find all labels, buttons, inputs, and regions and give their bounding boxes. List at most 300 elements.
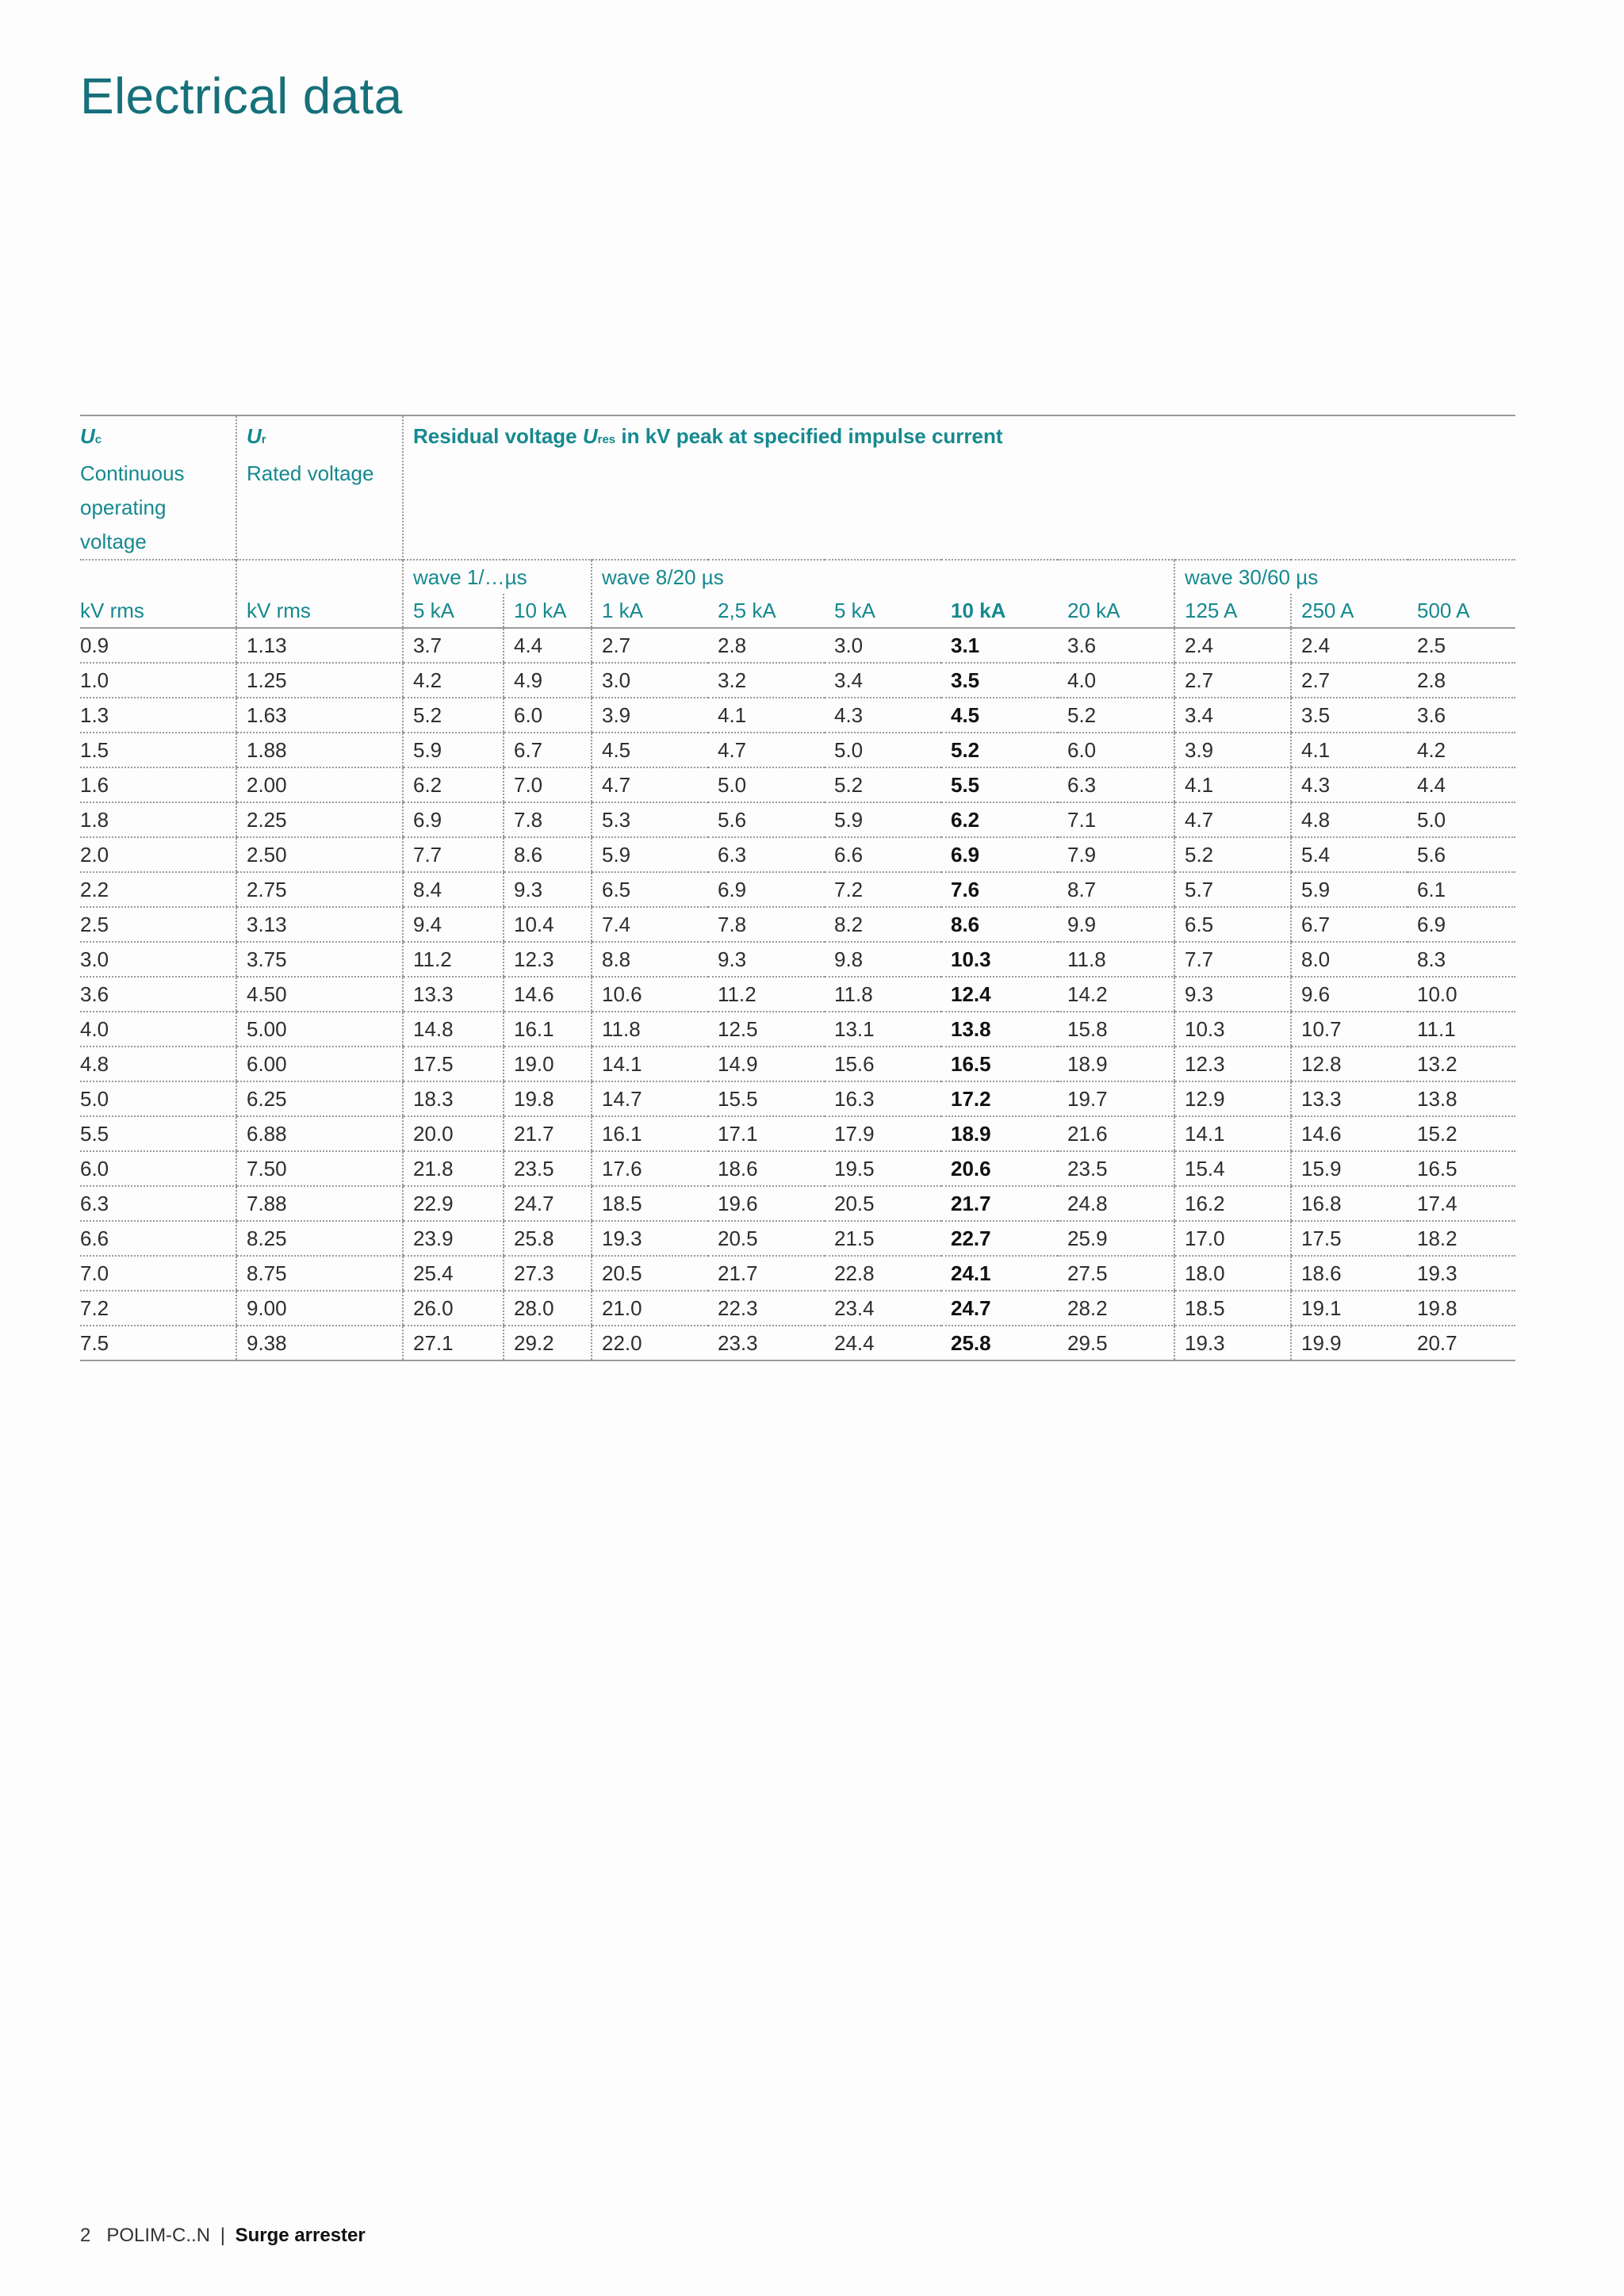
ur-value-cell: 6.88: [236, 1116, 403, 1151]
residual-value-cell: 22.0: [592, 1326, 708, 1360]
residual-value-cell: 6.7: [504, 733, 592, 767]
residual-value-cell: 19.1: [1291, 1291, 1408, 1326]
residual-value-cell: 16.5: [941, 1047, 1058, 1081]
table-row: [80, 698, 1515, 733]
residual-value-cell: 3.1: [941, 628, 1058, 663]
residual-value-cell: 23.5: [504, 1151, 592, 1186]
table-row: [80, 977, 1515, 1012]
residual-value-cell: 24.7: [941, 1291, 1058, 1326]
residual-value-cell: 8.3: [1408, 942, 1515, 977]
residual-value-cell: 8.8: [592, 942, 708, 977]
page-title: Electrical data: [80, 67, 403, 124]
residual-value-cell: 6.0: [504, 698, 592, 733]
residual-value-cell: 22.7: [941, 1221, 1058, 1256]
residual-value-cell: 15.9: [1291, 1151, 1408, 1186]
residual-value-cell: 16.1: [504, 1012, 592, 1047]
residual-value-cell: 3.9: [1174, 733, 1291, 767]
residual-value-cell: 17.2: [941, 1081, 1058, 1116]
uc-value-cell: 7.5: [80, 1326, 236, 1360]
residual-value-cell: 13.3: [403, 977, 504, 1012]
residual-value-cell: 4.7: [1174, 802, 1291, 837]
table-row: [80, 1081, 1515, 1116]
residual-value-cell: 17.5: [403, 1047, 504, 1081]
residual-value-cell: 16.3: [825, 1081, 941, 1116]
residual-value-cell: 18.5: [592, 1186, 708, 1221]
residual-value-cell: 6.9: [403, 802, 504, 837]
residual-value-cell: 23.5: [1058, 1151, 1174, 1186]
residual-value-cell: 6.2: [941, 802, 1058, 837]
ur-symbol: Ur: [247, 424, 266, 448]
residual-value-cell: 3.0: [825, 628, 941, 663]
section-name: Surge arrester: [235, 2225, 366, 2246]
residual-value-cell: 14.2: [1058, 977, 1174, 1012]
residual-value-cell: 14.7: [592, 1081, 708, 1116]
ur-header: [236, 415, 403, 560]
residual-value-cell: 9.4: [403, 907, 504, 942]
residual-value-cell: 2.7: [1291, 663, 1408, 698]
ur-value-cell: 6.25: [236, 1081, 403, 1116]
residual-value-cell: 12.9: [1174, 1081, 1291, 1116]
residual-value-cell: 10.4: [504, 907, 592, 942]
residual-value-cell: 27.3: [504, 1256, 592, 1291]
residual-value-cell: 4.1: [1174, 767, 1291, 802]
table-row: [80, 872, 1515, 907]
residual-value-cell: 19.8: [504, 1081, 592, 1116]
residual-value-cell: 6.5: [592, 872, 708, 907]
uc-value-cell: 4.8: [80, 1047, 236, 1081]
residual-value-cell: 17.1: [708, 1116, 825, 1151]
residual-value-cell: 24.1: [941, 1256, 1058, 1291]
residual-value-cell: 9.3: [504, 872, 592, 907]
ur-value-cell: 2.50: [236, 837, 403, 872]
table-row: [80, 767, 1515, 802]
residual-value-cell: 4.5: [941, 698, 1058, 733]
residual-value-cell: 5.3: [592, 802, 708, 837]
residual-value-cell: 4.9: [504, 663, 592, 698]
residual-value-cell: 4.3: [825, 698, 941, 733]
residual-value-cell: 29.5: [1058, 1326, 1174, 1360]
table-row: [80, 1291, 1515, 1326]
residual-value-cell: 18.9: [1058, 1047, 1174, 1081]
residual-value-cell: 4.7: [592, 767, 708, 802]
residual-value-cell: 3.4: [825, 663, 941, 698]
uc-desc-line-3: voltage: [80, 530, 147, 553]
residual-value-cell: 16.2: [1174, 1186, 1291, 1221]
wave-group-3: wave 30/60 µs: [1174, 560, 1515, 594]
residual-value-cell: 15.5: [708, 1081, 825, 1116]
residual-value-cell: 7.6: [941, 872, 1058, 907]
residual-voltage-title: Residual voltage Ures in kV peak at specified impulse current: [413, 424, 1003, 448]
residual-value-cell: 3.5: [941, 663, 1058, 698]
uc-symbol: Uc: [80, 424, 102, 448]
residual-value-cell: 19.3: [1408, 1256, 1515, 1291]
residual-value-cell: 12.4: [941, 977, 1058, 1012]
residual-value-cell: 28.0: [504, 1291, 592, 1326]
table-body: [80, 415, 1515, 1360]
page-footer: [80, 2225, 366, 2247]
residual-value-cell: 23.9: [403, 1221, 504, 1256]
table-row: [80, 733, 1515, 767]
ur-value-cell: 1.63: [236, 698, 403, 733]
residual-value-cell: 12.3: [1174, 1047, 1291, 1081]
ur-value-cell: 3.75: [236, 942, 403, 977]
residual-value-cell: 5.9: [825, 802, 941, 837]
residual-value-cell: 3.6: [1058, 628, 1174, 663]
residual-value-cell: 9.6: [1291, 977, 1408, 1012]
ur-desc: Rated voltage: [247, 461, 374, 485]
residual-value-cell: 8.0: [1291, 942, 1408, 977]
residual-value-cell: 6.2: [403, 767, 504, 802]
residual-value-cell: 7.9: [1058, 837, 1174, 872]
ur-value-cell: 6.00: [236, 1047, 403, 1081]
ur-value-cell: 9.38: [236, 1326, 403, 1360]
residual-value-cell: 17.9: [825, 1116, 941, 1151]
residual-value-cell: 15.2: [1408, 1116, 1515, 1151]
residual-value-cell: 9.3: [708, 942, 825, 977]
residual-value-cell: 18.2: [1408, 1221, 1515, 1256]
uc-value-cell: 1.3: [80, 698, 236, 733]
current-header: 250 A: [1291, 594, 1408, 628]
table-header-row-1: [80, 415, 1515, 560]
uc-value-cell: 1.8: [80, 802, 236, 837]
residual-value-cell: 7.8: [504, 802, 592, 837]
residual-value-cell: 18.6: [708, 1151, 825, 1186]
residual-value-cell: 22.8: [825, 1256, 941, 1291]
electrical-data-table: [80, 415, 1515, 1361]
residual-value-cell: 6.9: [708, 872, 825, 907]
residual-value-cell: 5.9: [1291, 872, 1408, 907]
residual-value-cell: 11.8: [592, 1012, 708, 1047]
residual-value-cell: 13.2: [1408, 1047, 1515, 1081]
uc-value-cell: 6.3: [80, 1186, 236, 1221]
residual-value-cell: 3.4: [1174, 698, 1291, 733]
table-row: [80, 837, 1515, 872]
residual-value-cell: 10.6: [592, 977, 708, 1012]
current-header: 5 kA: [403, 594, 504, 628]
residual-value-cell: 19.8: [1408, 1291, 1515, 1326]
residual-value-cell: 5.2: [825, 767, 941, 802]
residual-value-cell: 4.3: [1291, 767, 1408, 802]
ur-value-cell: 8.75: [236, 1256, 403, 1291]
residual-value-cell: 2.7: [1174, 663, 1291, 698]
current-header-highlighted: 10 kA: [941, 594, 1058, 628]
residual-value-cell: 19.0: [504, 1047, 592, 1081]
residual-value-cell: 7.2: [825, 872, 941, 907]
residual-value-cell: 2.5: [1408, 628, 1515, 663]
residual-value-cell: 3.5: [1291, 698, 1408, 733]
current-header: 2,5 kA: [708, 594, 825, 628]
residual-value-cell: 4.8: [1291, 802, 1408, 837]
residual-value-cell: 23.3: [708, 1326, 825, 1360]
residual-value-cell: 9.8: [825, 942, 941, 977]
residual-value-cell: 22.3: [708, 1291, 825, 1326]
residual-value-cell: 21.5: [825, 1221, 941, 1256]
residual-value-cell: 24.8: [1058, 1186, 1174, 1221]
residual-value-cell: 29.2: [504, 1326, 592, 1360]
residual-value-cell: 6.5: [1174, 907, 1291, 942]
residual-value-cell: 19.3: [1174, 1326, 1291, 1360]
residual-value-cell: 18.9: [941, 1116, 1058, 1151]
residual-value-cell: 6.3: [708, 837, 825, 872]
residual-value-cell: 3.9: [592, 698, 708, 733]
residual-value-cell: 7.1: [1058, 802, 1174, 837]
residual-value-cell: 19.7: [1058, 1081, 1174, 1116]
residual-value-cell: 21.8: [403, 1151, 504, 1186]
residual-value-cell: 2.4: [1291, 628, 1408, 663]
uc-value-cell: 2.5: [80, 907, 236, 942]
current-header: 10 kA: [504, 594, 592, 628]
residual-value-cell: 10.3: [1174, 1012, 1291, 1047]
residual-value-cell: 15.6: [825, 1047, 941, 1081]
residual-value-cell: 25.8: [941, 1326, 1058, 1360]
residual-value-cell: 18.3: [403, 1081, 504, 1116]
residual-value-cell: 17.6: [592, 1151, 708, 1186]
ur-value-cell: 5.00: [236, 1012, 403, 1047]
table-header-row-3: [80, 594, 1515, 628]
uc-value-cell: 2.0: [80, 837, 236, 872]
residual-value-cell: 16.1: [592, 1116, 708, 1151]
table-header-row-2: [80, 560, 1515, 594]
residual-value-cell: 10.0: [1408, 977, 1515, 1012]
page-number: 2: [80, 2225, 91, 2246]
residual-value-cell: 8.2: [825, 907, 941, 942]
residual-value-cell: 14.1: [592, 1047, 708, 1081]
unit-uc: kV rms: [80, 594, 236, 628]
table-row: [80, 802, 1515, 837]
residual-value-cell: 5.4: [1291, 837, 1408, 872]
residual-value-cell: 17.0: [1174, 1221, 1291, 1256]
residual-value-cell: 24.7: [504, 1186, 592, 1221]
residual-value-cell: 7.7: [1174, 942, 1291, 977]
residual-value-cell: 15.8: [1058, 1012, 1174, 1047]
uc-desc-line-1: Continuous: [80, 461, 185, 485]
residual-value-cell: 21.6: [1058, 1116, 1174, 1151]
residual-value-cell: 24.4: [825, 1326, 941, 1360]
uc-value-cell: 3.6: [80, 977, 236, 1012]
residual-value-cell: 20.5: [825, 1186, 941, 1221]
uc-value-cell: 6.6: [80, 1221, 236, 1256]
residual-value-cell: 11.2: [403, 942, 504, 977]
residual-value-cell: 21.0: [592, 1291, 708, 1326]
residual-value-cell: 8.7: [1058, 872, 1174, 907]
residual-value-cell: 20.5: [592, 1256, 708, 1291]
residual-value-cell: 26.0: [403, 1291, 504, 1326]
residual-value-cell: 5.9: [403, 733, 504, 767]
residual-value-cell: 6.9: [941, 837, 1058, 872]
residual-value-cell: 15.4: [1174, 1151, 1291, 1186]
residual-value-cell: 8.4: [403, 872, 504, 907]
residual-value-cell: 4.7: [708, 733, 825, 767]
current-header: 125 A: [1174, 594, 1291, 628]
residual-value-cell: 11.1: [1408, 1012, 1515, 1047]
residual-value-cell: 4.4: [1408, 767, 1515, 802]
residual-value-cell: 11.8: [825, 977, 941, 1012]
table-row: [80, 628, 1515, 663]
residual-value-cell: 13.1: [825, 1012, 941, 1047]
ur-value-cell: 7.50: [236, 1151, 403, 1186]
residual-value-cell: 27.5: [1058, 1256, 1174, 1291]
table-row: [80, 1047, 1515, 1081]
residual-value-cell: 6.9: [1408, 907, 1515, 942]
residual-value-cell: 5.2: [1058, 698, 1174, 733]
residual-value-cell: 25.8: [504, 1221, 592, 1256]
residual-value-cell: 3.7: [403, 628, 504, 663]
residual-value-cell: 7.0: [504, 767, 592, 802]
residual-value-cell: 6.6: [825, 837, 941, 872]
residual-value-cell: 8.6: [941, 907, 1058, 942]
table-row: [80, 1256, 1515, 1291]
residual-value-cell: 9.3: [1174, 977, 1291, 1012]
current-header: 1 kA: [592, 594, 708, 628]
residual-value-cell: 20.5: [708, 1221, 825, 1256]
residual-value-cell: 11.8: [1058, 942, 1174, 977]
residual-value-cell: 21.7: [941, 1186, 1058, 1221]
residual-value-cell: 2.4: [1174, 628, 1291, 663]
residual-value-cell: 18.6: [1291, 1256, 1408, 1291]
residual-value-cell: 5.2: [941, 733, 1058, 767]
uc-value-cell: 7.0: [80, 1256, 236, 1291]
ur-value-cell: 9.00: [236, 1291, 403, 1326]
residual-value-cell: 2.7: [592, 628, 708, 663]
current-header: 500 A: [1408, 594, 1515, 628]
residual-value-cell: 18.0: [1174, 1256, 1291, 1291]
residual-value-cell: 7.8: [708, 907, 825, 942]
residual-value-cell: 19.3: [592, 1221, 708, 1256]
uc-value-cell: 5.0: [80, 1081, 236, 1116]
residual-value-cell: 14.6: [504, 977, 592, 1012]
ur-value-cell: 2.75: [236, 872, 403, 907]
residual-value-cell: 23.4: [825, 1291, 941, 1326]
residual-value-cell: 5.6: [1408, 837, 1515, 872]
residual-value-cell: 5.0: [825, 733, 941, 767]
residual-value-cell: 22.9: [403, 1186, 504, 1221]
residual-value-cell: 5.0: [708, 767, 825, 802]
residual-value-cell: 2.8: [1408, 663, 1515, 698]
residual-value-cell: 14.8: [403, 1012, 504, 1047]
table-row: [80, 1116, 1515, 1151]
residual-value-cell: 10.7: [1291, 1012, 1408, 1047]
uc-header: [80, 415, 236, 560]
residual-value-cell: 3.0: [592, 663, 708, 698]
empty-cell: [236, 560, 403, 594]
residual-value-cell: 3.2: [708, 663, 825, 698]
uc-value-cell: 4.0: [80, 1012, 236, 1047]
table-row: [80, 663, 1515, 698]
residual-value-cell: 5.0: [1408, 802, 1515, 837]
ur-value-cell: 8.25: [236, 1221, 403, 1256]
wave-group-1: wave 1/…µs: [403, 560, 592, 594]
residual-value-cell: 3.6: [1408, 698, 1515, 733]
residual-value-cell: 25.4: [403, 1256, 504, 1291]
residual-value-cell: 12.8: [1291, 1047, 1408, 1081]
residual-value-cell: 6.1: [1408, 872, 1515, 907]
residual-value-cell: 17.5: [1291, 1221, 1408, 1256]
residual-value-cell: 10.3: [941, 942, 1058, 977]
residual-value-cell: 14.1: [1174, 1116, 1291, 1151]
residual-value-cell: 5.6: [708, 802, 825, 837]
uc-desc-line-2: operating: [80, 496, 167, 519]
residual-value-cell: 19.6: [708, 1186, 825, 1221]
table-row: [80, 1326, 1515, 1360]
uc-value-cell: 5.5: [80, 1116, 236, 1151]
ur-value-cell: 3.13: [236, 907, 403, 942]
table-row: [80, 942, 1515, 977]
footer-separator: |: [220, 2225, 225, 2246]
residual-value-cell: 2.8: [708, 628, 825, 663]
residual-value-cell: 28.2: [1058, 1291, 1174, 1326]
ur-value-cell: 2.25: [236, 802, 403, 837]
uc-value-cell: 1.6: [80, 767, 236, 802]
residual-value-cell: 18.5: [1174, 1291, 1291, 1326]
residual-voltage-header: [403, 415, 1515, 560]
current-header: 20 kA: [1058, 594, 1174, 628]
current-header: 5 kA: [825, 594, 941, 628]
ur-value-cell: 1.88: [236, 733, 403, 767]
uc-value-cell: 0.9: [80, 628, 236, 663]
residual-value-cell: 6.3: [1058, 767, 1174, 802]
unit-ur: kV rms: [236, 594, 403, 628]
residual-value-cell: 8.6: [504, 837, 592, 872]
residual-value-cell: 7.4: [592, 907, 708, 942]
residual-value-cell: 6.0: [1058, 733, 1174, 767]
ur-value-cell: 2.00: [236, 767, 403, 802]
residual-value-cell: 4.5: [592, 733, 708, 767]
residual-value-cell: 4.0: [1058, 663, 1174, 698]
ur-value-cell: 4.50: [236, 977, 403, 1012]
residual-value-cell: 12.5: [708, 1012, 825, 1047]
residual-value-cell: 13.8: [941, 1012, 1058, 1047]
residual-value-cell: 4.4: [504, 628, 592, 663]
residual-value-cell: 7.7: [403, 837, 504, 872]
product-name: POLIM-C..N: [106, 2225, 211, 2246]
residual-value-cell: 5.5: [941, 767, 1058, 802]
residual-value-cell: 17.4: [1408, 1186, 1515, 1221]
residual-value-cell: 5.7: [1174, 872, 1291, 907]
residual-value-cell: 12.3: [504, 942, 592, 977]
residual-value-cell: 21.7: [504, 1116, 592, 1151]
table-row: [80, 1221, 1515, 1256]
residual-value-cell: 19.9: [1291, 1326, 1408, 1360]
residual-value-cell: 5.2: [1174, 837, 1291, 872]
residual-value-cell: 19.5: [825, 1151, 941, 1186]
wave-group-2: wave 8/20 µs: [592, 560, 1174, 594]
table-row: [80, 1012, 1515, 1047]
uc-value-cell: 6.0: [80, 1151, 236, 1186]
uc-value-cell: 1.5: [80, 733, 236, 767]
residual-value-cell: 20.6: [941, 1151, 1058, 1186]
residual-value-cell: 5.2: [403, 698, 504, 733]
ur-value-cell: 1.25: [236, 663, 403, 698]
residual-value-cell: 6.7: [1291, 907, 1408, 942]
electrical-data-table-wrapper: [80, 415, 1515, 1361]
residual-value-cell: 16.5: [1408, 1151, 1515, 1186]
table-row: [80, 907, 1515, 942]
residual-value-cell: 14.9: [708, 1047, 825, 1081]
residual-value-cell: 13.3: [1291, 1081, 1408, 1116]
residual-value-cell: 4.2: [403, 663, 504, 698]
empty-cell: [80, 560, 236, 594]
residual-value-cell: 4.2: [1408, 733, 1515, 767]
ur-value-cell: 7.88: [236, 1186, 403, 1221]
residual-value-cell: 25.9: [1058, 1221, 1174, 1256]
table-row: [80, 1151, 1515, 1186]
uc-value-cell: 2.2: [80, 872, 236, 907]
residual-value-cell: 16.8: [1291, 1186, 1408, 1221]
residual-value-cell: 9.9: [1058, 907, 1174, 942]
residual-value-cell: 11.2: [708, 977, 825, 1012]
residual-value-cell: 27.1: [403, 1326, 504, 1360]
residual-value-cell: 20.7: [1408, 1326, 1515, 1360]
